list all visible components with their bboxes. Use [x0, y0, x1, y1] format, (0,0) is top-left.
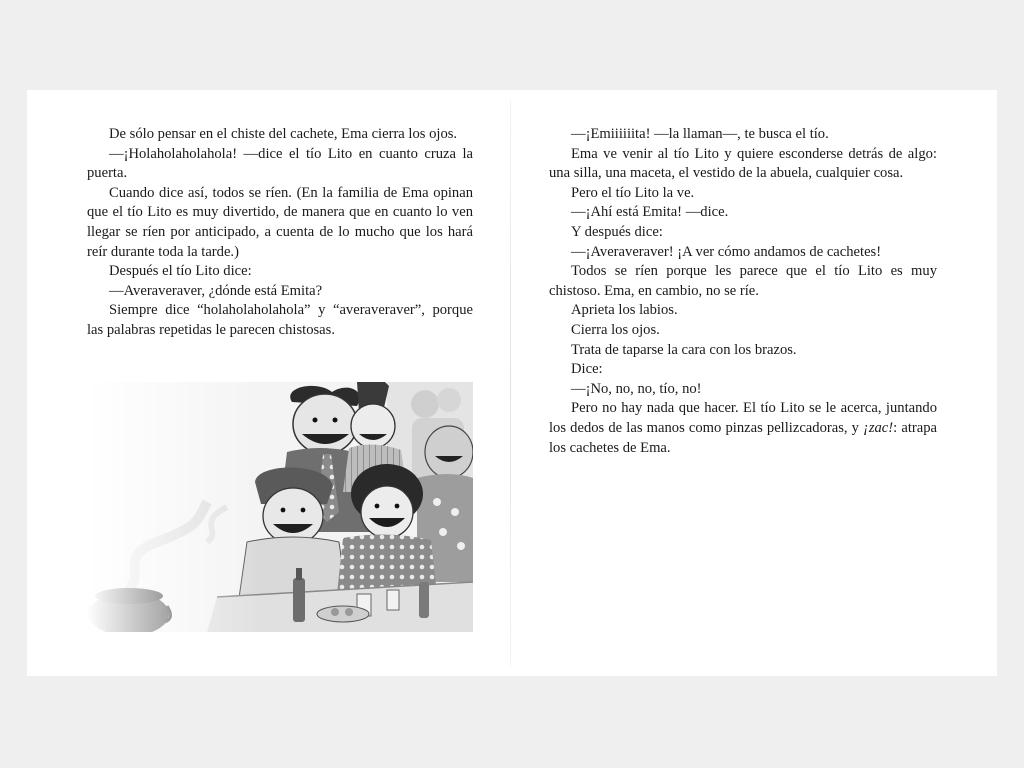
paragraph-final-before: Pero no hay nada que hacer. El tío Lito se le acerca, juntando los dedos de las manos como pinzas pellizcadoras, y	[549, 400, 937, 436]
family-party-illustration-icon	[87, 382, 473, 632]
right-page-text	[549, 125, 937, 458]
paragraph: —¡Emiiiiiita! —la llaman—, te busca el tío.	[571, 126, 829, 142]
book-gutter	[510, 100, 511, 666]
paragraph: Cuando dice así, todos se ríen. (En la familia de Ema opinan que el tío Lito es muy divertido, de manera que en cuanto lo ven llegar se ríen por anticipado, a cuenta de lo mucho que los hará reír durante toda la tarde.)	[87, 184, 473, 260]
paragraph-final-emphasis: ¡zac!	[863, 419, 894, 436]
paragraph: De sólo pensar en el chiste del cachete, Ema cierra los ojos.	[109, 126, 458, 142]
paragraph: Siempre dice “holaholaholahola” y “averaveraver”, porque las palabras repetidas le parecen chistosas.	[87, 302, 473, 338]
paragraph-final-after: : atrapa los cachetes de Ema.	[549, 419, 937, 456]
paragraph: Cierra los ojos.	[571, 321, 660, 338]
paragraph: Después el tío Lito dice:	[109, 263, 252, 280]
paragraph: Ema ve venir al tío Lito y quiere esconderse detrás de algo: una silla, una maceta, el vestido de la abuela, cualquier cosa.	[549, 145, 937, 182]
paragraph: Trata de taparse la cara con los brazos.	[571, 341, 797, 358]
paragraph: Y después dice:	[571, 223, 663, 240]
paragraph: —Averaveraver, ¿dónde está Emita?	[109, 282, 323, 299]
paragraph: —¡No, no, no, tío, no!	[571, 380, 702, 397]
paragraph-final	[549, 399, 937, 458]
paragraph: —¡Averaveraver! ¡A ver cómo andamos de cachetes!	[571, 243, 882, 260]
paragraph: Aprieta los labios.	[571, 302, 678, 319]
paragraph: Pero el tío Lito la ve.	[571, 184, 695, 201]
left-page-text	[87, 125, 473, 341]
paragraph: —¡Holaholaholahola! —dice el tío Lito en cuanto cruza la puerta.	[87, 145, 473, 182]
book-spread	[27, 90, 997, 676]
paragraph: —¡Ahí está Emita! —dice.	[571, 204, 729, 221]
paragraph: Dice:	[571, 361, 603, 378]
paragraph: Todos se ríen porque les parece que el tío Lito es muy chistoso. Ema, en cambio, no se ríe.	[549, 263, 937, 299]
